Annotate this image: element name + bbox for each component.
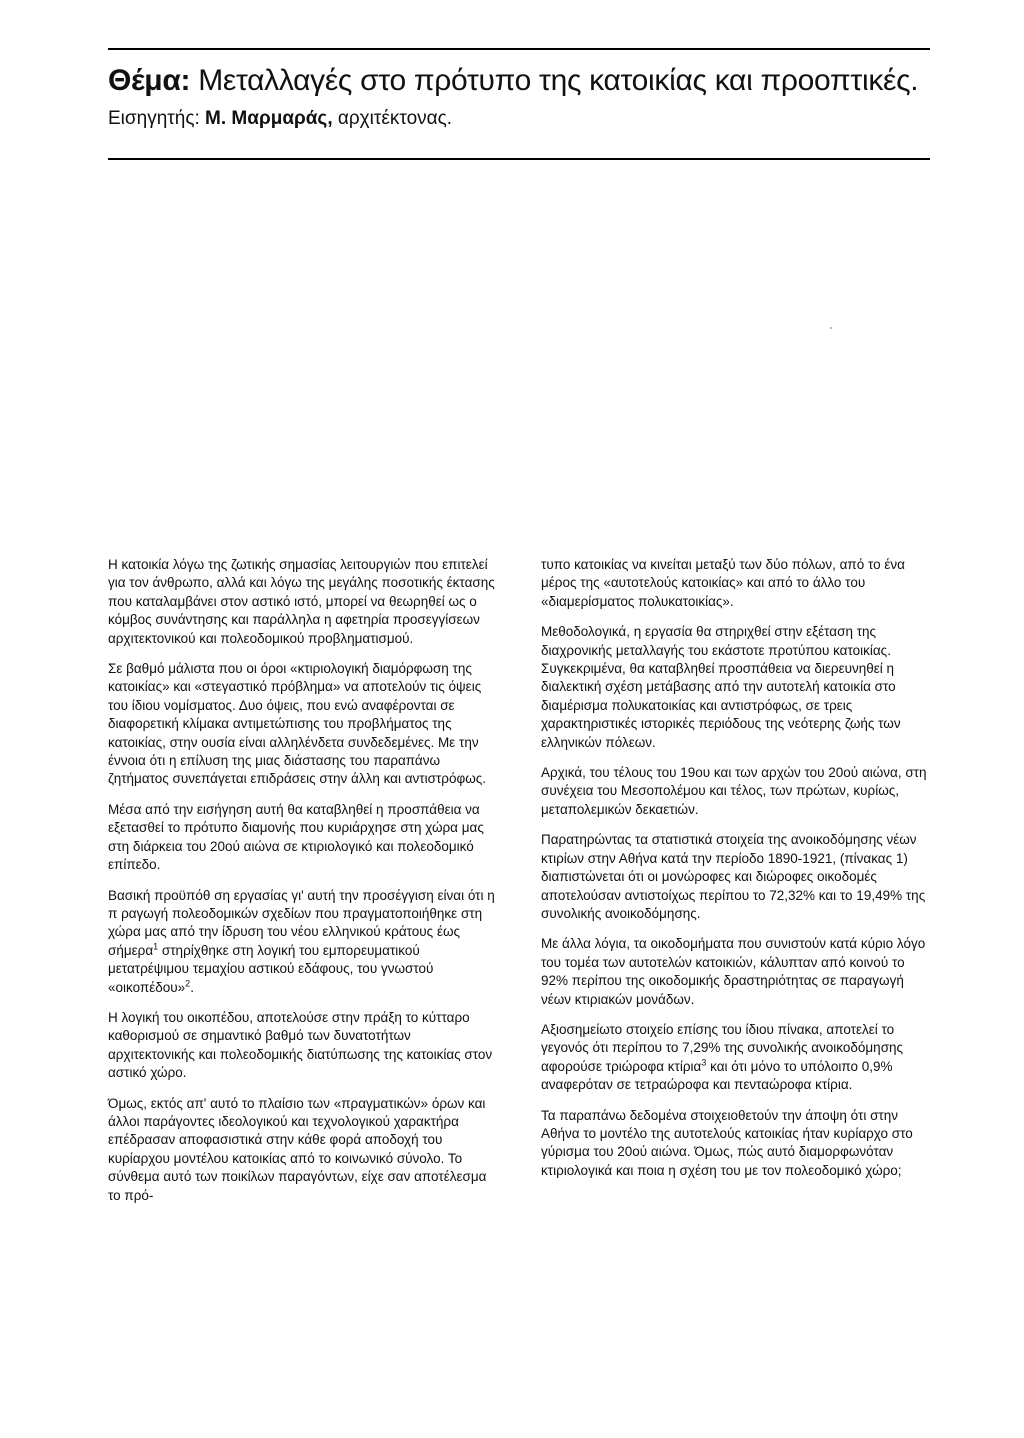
bottom-rule bbox=[108, 158, 930, 160]
paragraph bbox=[108, 887, 498, 997]
footnote-ref: 1 bbox=[153, 941, 159, 952]
paragraph: Η λογική του οικοπέδου, αποτελούσε στην πράξη το κύτταρο καθορισμού σε σημαντικό βαθμό των δυνατοτήτων αρχιτεκτονικής και πολεοδομικής διατύπωσης της κατοικίας στον αστικό χώρο. bbox=[108, 1009, 493, 1081]
paragraph: Παρατηρώντας τα στατιστικά στοιχεία της ανοικοδόμησης νέων κτιρίων στην Αθήνα κατά την περίοδο 1890-1921, (πίνακας 1) διαπιστώνεται ότι οι μονώροφες και διώροφες οικοδομές αποτελούσαν αντιστοίχως περίπου το 72,32% και το 19,49% της συνολικής ανοικοδόμησης. bbox=[541, 832, 926, 921]
paragraph-text: . bbox=[190, 979, 194, 995]
right-column bbox=[541, 556, 931, 1192]
paragraph: τυπο κατοικίας να κινείται μεταξύ των δύο πόλων, από το ένα μέρος της «αυτοτελούς κατοικίας» και από το άλλο του «διαμερίσματος πολυκατοικίας». bbox=[541, 557, 905, 609]
scan-speck bbox=[830, 327, 832, 329]
presenter-line bbox=[108, 105, 930, 133]
left-column bbox=[108, 556, 498, 1217]
paragraph: Αρχικά, του τέλους του 19ου και των αρχών του 20ού αιώνα, στη συνέχεια του Μεσοπολέμου και τέλος, των πρώτων, κυρίως, μεταπολεμικών δεκαετιών. bbox=[541, 765, 927, 817]
paragraph: Τα παραπάνω δεδομένα στοιχειοθετούν την άποψη ότι στην Αθήνα το μοντέλο της αυτοτελούς κατοικίας ήταν κυρίαρχο στο γύρισμα του 20ού αιώνα. Όμως, πώς αυτό διαμορφωνόταν κτιριολογικά και ποια η σχέση του με τον πολεοδομικό χώρο; bbox=[541, 1107, 913, 1178]
paragraph: Όμως, εκτός απ' αυτό το πλαίσιο των «πραγματικών» όρων και άλλοι παράγοντες ιδεολογικού και τεχνολογικού χαρακτήρα επέδρασαν αποφασιστικά στην κάθε φορά αποδοχή του κυρίαρχου μοντέλου κατοικίας από το κοινωνικό σύνολο. Το σύνθεμα αυτό των ποικίλων παραγόντων, είχε σαν αποτέλεσμα το πρό- bbox=[108, 1095, 487, 1203]
top-rule bbox=[108, 48, 930, 50]
paragraph-text: στηρίχθηκε στη λογική του εμπορευματικού μετατρέψιμου τεμαχίου αστικού εδάφους, του γνωστού «οικοπέδου» bbox=[108, 942, 434, 995]
paragraph: Με άλλα λόγια, τα οικοδομήματα που συνιστούν κατά κύριο λόγο του τομέα των αυτοτελών κατοικιών, κάλυπταν από κοινού το 92% περίπου της οικοδομικής δραστηριότητας σε παραγωγή νέων κτιριακών μονάδων. bbox=[541, 936, 926, 1007]
presenter-name: Μ. Μαρμαράς, bbox=[205, 108, 333, 129]
paragraph-text: Αξιοσημείωτο στοιχείο επίσης του ίδιου πίνακα, αποτελεί το γεγονός ότι περίπου το 7,29% της συνολικής ανοικοδόμησης αφορούσε τριώροφα κτίρια bbox=[541, 1021, 904, 1074]
paragraph: Μεθοδολογικά, η εργασία θα στηριχθεί στην εξέταση της διαχρονικής μεταλλαγής του εκάστοτε προτύπου κατοικίας. Συγκεκριμένα, θα καταβληθεί προσπάθεια να διερευνηθεί η διαλεκτική σχέση μετάβασης από την αυτοτελή κατοικία στο διαμέρισμα πολυκατοικίας και αντιστρόφως, σε τρεις χαρακτηριστικές ιστορικές περιόδους της νεότερης ζωής των ελληνικών πόλεων. bbox=[541, 624, 901, 750]
paragraph: Μέσα από την εισήγηση αυτή θα καταβληθεί η προσπάθεια να εξετασθεί το πρότυπο διαμονής που κυριάρχησε στη χώρα μας στη διάρκεια του 20ού αιώνα σε κτιριολογικό και πολεοδομικό επίπεδο. bbox=[108, 801, 484, 873]
paragraph-text: και ότι μόνο το υπόλοιπο 0,9% αναφερόταν σε τετραώροφα και πενταώροφα κτίρια. bbox=[541, 1058, 893, 1093]
paragraph bbox=[541, 1021, 931, 1095]
presenter-role: αρχιτέκτονας. bbox=[337, 108, 453, 129]
paragraph: Σε βαθμό μάλιστα που οι όροι «κτιριολογική διαμόρφωση της κατοικίας» και «στεγαστικό πρόβλημα» να αποτελούν τις όψεις του ίδιου νομίσματος. Δυο όψεις, που ενώ αναφέρονται σε διαφορετική κλίμακα αντιμετώπισης του προβλήματος της κατοικίας, στην ουσία είναι αλληλένδετα συνδεδεμένες. Με την έννοια ότι η επίλυση της μιας διάστασης του παραπάνω ζητήματος συνεπάγεται επιδράσεις στην άλλη και αντιστρόφως. bbox=[108, 661, 487, 787]
paragraph: Η κατοικία λόγω της ζωτικής σημασίας λειτουργιών που επιτελεί για τον άνθρωπο, αλλά και λόγω της μεγάλης ποσοτικής έκτασης που καταλαμβάνει στον αστικό ιστό, μπορεί να θεωρηθεί ως ο κόμβος συνάντησης και παράλληλα η αφετηρία προσεγγίσεων αρχιτεκτονικού και πολεοδομικού προβληματισμού. bbox=[108, 557, 495, 646]
topic-label: Θέμα: bbox=[108, 64, 191, 97]
paragraph-text: Βασική προϋπόθ ση εργασίας γι' αυτή την προσέγγιση είναι ότι η π ραγωγή πολεοδομικών σχεδίων που πραγματοποιήθηκε στη χώρα μας από την ίδρυση του νέου ελληνικού κράτους έως σήμερα bbox=[108, 887, 495, 958]
page-title bbox=[108, 62, 930, 100]
presenter-label: Εισηγητής: bbox=[108, 108, 200, 129]
footnote-ref: 3 bbox=[701, 1057, 707, 1068]
footnote-ref: 2 bbox=[185, 978, 191, 989]
title-text: Μεταλλαγές στο πρότυπο της κατοικίας και προοπτικές. bbox=[198, 64, 919, 97]
